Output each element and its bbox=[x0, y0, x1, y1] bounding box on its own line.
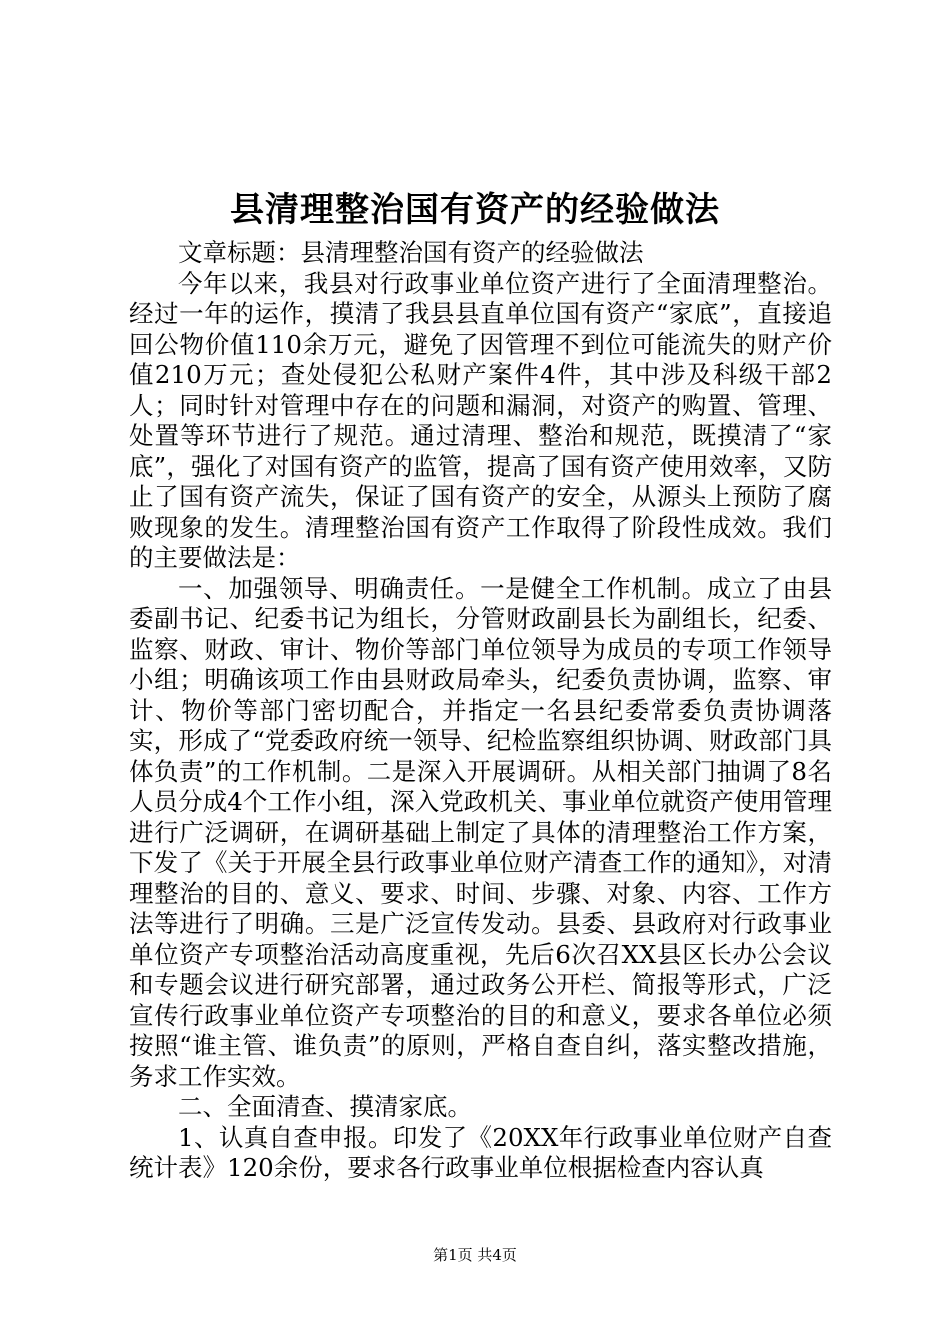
paragraph-article-title: 文章标题：县清理整治国有资产的经验做法 bbox=[178, 238, 644, 267]
paragraph-intro: 今年以来，我县对行政事业单位资产进行了全面清理整治。经过一年的运作，摸清了我县县直单位国有资产“家底”，直接追回公物价值110余万元，避免了因管理不到位可能流失的财产价值210万元；查处侵犯公私财产案件4件，其中涉及科级干部2人；同时针对管理中存在的问题和漏洞，对资产的购置、管理、处置等环节进行了规范。通过清理、整治和规范，既摸清了“家底”，强化了对国有资产的监管，提高了国有资产使用效率，又防止了国有资产流失，保证了国有资产的安全，从源头上预防了腐败现象的发生。清理整治国有资产工作取得了阶段性成效。我们的主要做法是： bbox=[129, 268, 832, 572]
paragraph-section-one: 一、加强领导、明确责任。一是健全工作机制。成立了由县委副书记、纪委书记为组长，分管财政副县长为副组长，纪委、监察、财政、审计、物价等部门单位领导为成员的专项工作领导小组；明确该项工作由县财政局牵头，纪委负责协调，监察、审计、物价等部门密切配合，并指定一名县纪委常委负责协调落实，形成了“党委政府统一领导、纪检监察组织协调、财政部门具体负责”的工作机制。二是深入开展调研。从相关部门抽调了8名人员分成4个工作小组，深入党政机关、事业单位就资产使用管理进行广泛调研，在调研基础上制定了具体的清理整治工作方案，下发了《关于开展全县行政事业单位财产清查工作的通知》，对清理整治的目的、意义、要求、时间、步骤、对象、内容、工作方法等进行了明确。三是广泛宣传发动。县委、县政府对行政事业单位资产专项整治活动高度重视，先后6次召XX县区长办公会议和专题会议进行研究部署，通过政务公开栏、简报等形式，广泛宣传行政事业单位资产专项整治的目的和意义，要求各单位必须按照“谁主管、谁负责”的原则，严格自查自纠，落实整改措施，务求工作实效。 bbox=[129, 573, 832, 1091]
paragraph-self-check: 1、认真自查申报。印发了《20XX年行政事业单位财产自查统计表》120余份，要求各行政事业单位根据检查内容认真 bbox=[129, 1122, 832, 1182]
document-body bbox=[129, 238, 832, 1184]
document-title: 县清理整治国有资产的经验做法 bbox=[230, 190, 720, 230]
page-number-footer: 第1页 共4页 bbox=[433, 1246, 517, 1264]
paragraph-section-two-heading: 二、全面清查、摸清家底。 bbox=[178, 1092, 472, 1121]
